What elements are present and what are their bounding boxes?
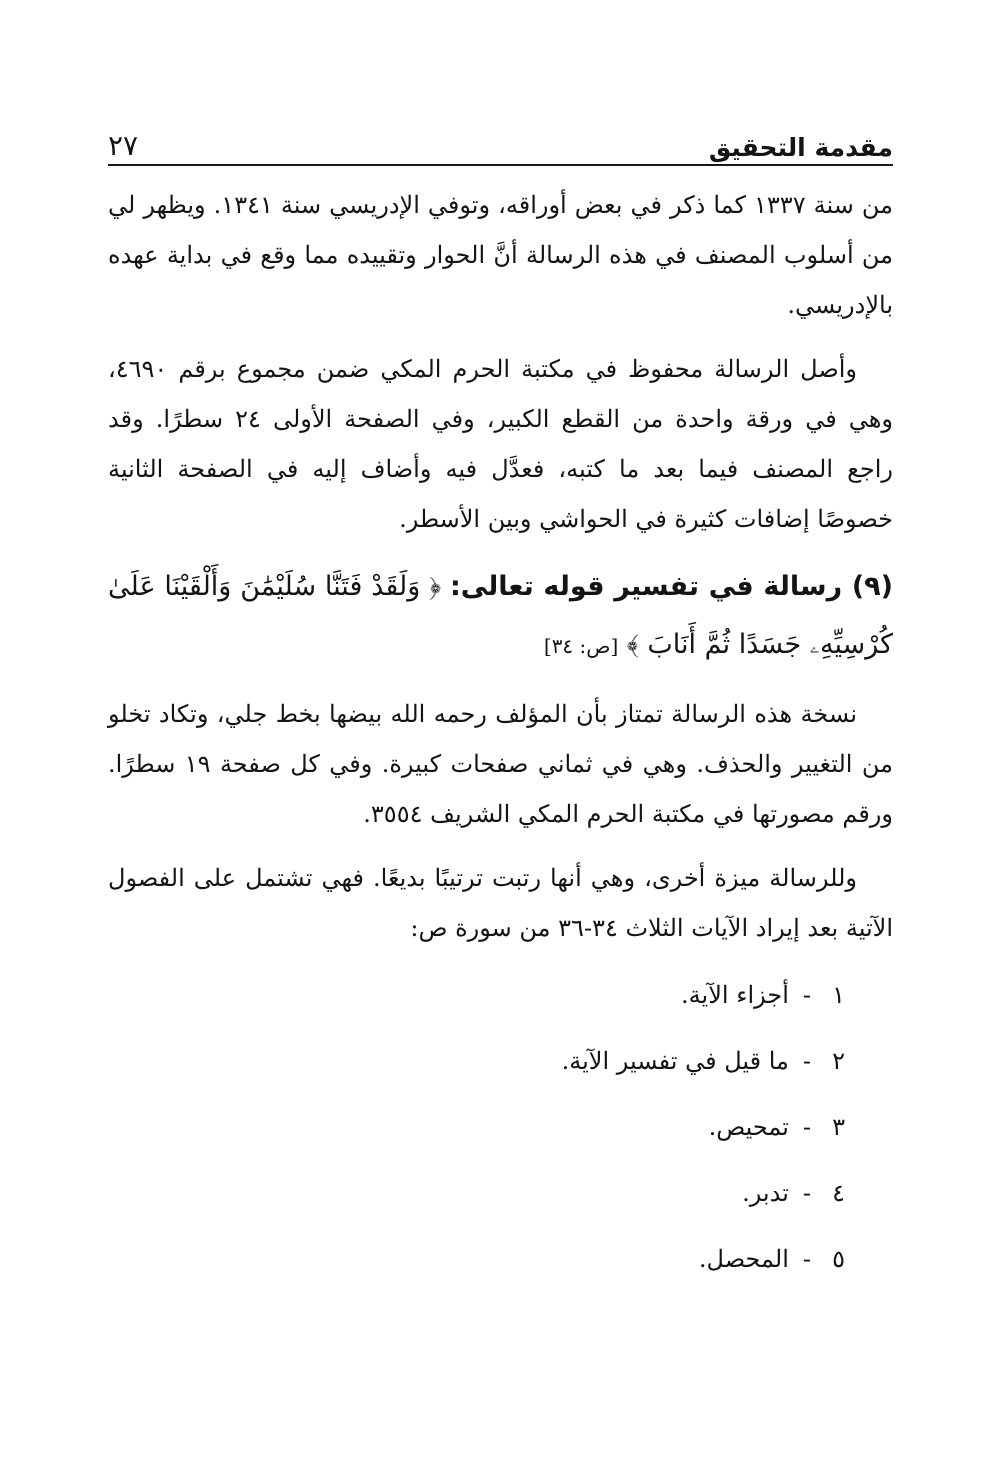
paragraph: وللرسالة ميزة أخرى، وهي أنها رتبت ترتيبًا بديعًا. فهي تشتمل على الفصول الآتية بعد إيراد الآيات الثلاث ٣٤-٣٦ من سورة ص: <box>108 864 893 942</box>
quran-verse: ﴿ وَلَقَدْ فَتَنَّا سُلَيْمَٰنَ وَأَلْقَيْنَا عَلَىٰ كُرْسِيِّهِۦ جَسَدًا ثُمَّ أَنَابَ ﴾ <box>108 571 893 660</box>
paragraph: نسخة هذه الرسالة تمتاز بأن المؤلف رحمه الله بيضها بخط جلي، وتكاد تخلو من التغيير والحذف. وهي في ثماني صفحات كبيرة. وفي كل صفحة ١٩ سطرًا. ورقم مصورتها في مكتبة الحرم المكي الشريف ٣٥٥٤. <box>108 700 893 828</box>
list-item: ٥-المحصل. <box>108 1231 845 1287</box>
section-title: (٩) رسالة في تفسير قوله تعالى: <box>449 571 893 602</box>
paragraph: وأصل الرسالة محفوظ في مكتبة الحرم المكي ضمن مجموع برقم ٤٦٩٠، وهي في ورقة واحدة من القطع الكبير، وفي الصفحة الأولى ٢٤ سطرًا. وقد راجع المصنف فيما بعد ما كتبه، فعدَّل فيه وأضاف إليه في الصفحة الثانية خصوصًا إضافات كثيرة في الحواشي وبين الأسطر. <box>108 355 893 533</box>
verse-reference: [ص: ٣٤] <box>543 634 619 658</box>
list-item-number: ٥ <box>832 1245 845 1273</box>
list-item-number: ٢ <box>832 1047 845 1075</box>
header-divider <box>108 164 893 166</box>
page-number: ٢٧ <box>108 129 139 162</box>
list-item-number: ٤ <box>832 1179 845 1207</box>
running-title: مقدمة التحقيق <box>708 133 893 162</box>
list-item-number: ٣ <box>832 1113 845 1141</box>
list-item: ١-أجزاء الآية. <box>108 967 845 1023</box>
chapter-list <box>108 967 893 1287</box>
list-item-text: تمحيص. <box>708 1113 789 1141</box>
section-heading <box>108 558 893 675</box>
list-item-text: ما قيل في تفسير الآية. <box>561 1047 789 1075</box>
list-item-text: أجزاء الآية. <box>681 981 789 1009</box>
list-item-text: المحصل. <box>698 1245 789 1273</box>
page-header <box>108 122 893 162</box>
list-item-text: تدبر. <box>742 1179 789 1207</box>
paragraph: من سنة ١٣٣٧ كما ذكر في بعض أوراقه، وتوفي الإدريسي سنة ١٣٤١. ويظهر لي من أسلوب المصنف في هذه الرسالة أنَّ الحوار وتقييده مما وقع في بداية عهده بالإدريسي. <box>108 191 893 319</box>
list-item: ٤-تدبر. <box>108 1165 845 1221</box>
list-item-number: ١ <box>832 981 845 1009</box>
page-body <box>108 180 893 1297</box>
list-item: ٣-تمحيص. <box>108 1099 845 1155</box>
list-item: ٢-ما قيل في تفسير الآية. <box>108 1033 845 1089</box>
